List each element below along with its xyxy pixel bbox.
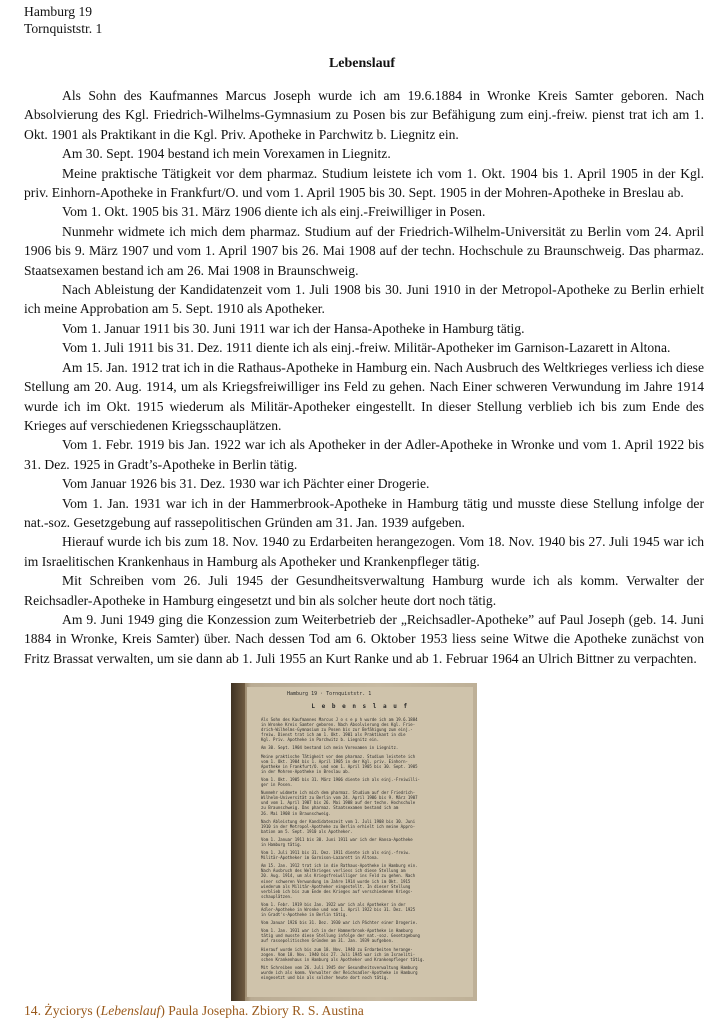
scan-line: schen Krankenhaus in Hamburg als Apotheker und Krankenpfleger tätig.: [261, 956, 425, 962]
biography-paragraph: Vom Januar 1926 bis 31. Dez. 1930 war ich Pächter einer Drogerie.: [62, 476, 430, 492]
address-line-street: Tornquiststr. 1: [24, 21, 103, 36]
scan-line: tätig und musste diese Stellung infolge der nat.-soz. Gesetzgebung: [261, 933, 420, 939]
caption-italic: Lebenslauf: [100, 1003, 161, 1018]
scan-line: Wilhelm-Universität zu Berlin vom 24. April 1906 bis 9. März 1907: [261, 795, 418, 801]
biography-text: [24, 86, 704, 668]
scan-line: in Wronke Kreis Samter geboren. Nach Absolvierung des Kgl. Frie-: [261, 722, 416, 728]
scan-line: Am 15. Jan. 1912 trat ich in die Rathaus-Apotheke in Hamburg ein.: [261, 863, 418, 869]
scan-line: Am 30. Sept. 1904 bestand ich mein Vorexamen in Liegnitz.: [261, 745, 399, 751]
scan-line: Nach Ableistung der Kandidatenzeit vom 1. Juli 1908 bis 30. Juni: [261, 818, 416, 824]
biography-paragraph: Vom 1. Jan. 1931 war ich in der Hammerbrook-Apotheke in Hamburg tätig und musste diese Stellung infolge der nat.-soz. Gesetzgebung auf rassepolitischen Gründen am 31. Jan. 1939 aufgeben.: [24, 495, 704, 530]
scan-line: in der Mohren-Apotheke in Breslau ab.: [261, 768, 351, 774]
biography-paragraph: Als Sohn des Kaufmannes Marcus Joseph wurde ich am 19.6.1884 in Wronke Kreis Samter geboren. Nach Absolvierung des Kgl. Friedrich-Wilhelms-Gymnasium zu Posen bis zur Befähigung zum einj.-freiw. pienst trat ich am 1. Okt. 1901 als Praktikant in die Kgl. Priv. Apotheke in Parchwitz b. Liegnitz ein.: [24, 88, 704, 142]
scan-line: Nunmehr widmete ich mich dem pharmaz. Studium auf der Friedrich-: [261, 790, 416, 796]
scan-line: Vom 1. Febr. 1919 bis Jan. 1922 war ich als Apotheker in der: [261, 901, 406, 907]
scan-line: in Gradt's-Apotheke in Berlin tätig.: [261, 912, 348, 918]
scan-line: ger in Posen.: [261, 782, 293, 788]
biography-paragraph: Vom 1. Febr. 1919 bis Jan. 1922 war ich als Apotheker in der Adler-Apotheke in Wronke und vom 1. April 1922 bis 31. Dez. 1925 in Gradt’s-Apotheke in Berlin tätig.: [24, 437, 704, 472]
scan-line: in Hamburg tätig.: [261, 841, 302, 847]
scan-line: bation am 5. Sept. 1910 als Apotheker.: [261, 828, 353, 834]
address-line-city: Hamburg 19: [24, 4, 93, 19]
scan-line: Mit Schreiben vom 26. Juli 1945 der Gesundheitsverwaltung Hamburg: [261, 964, 418, 970]
scan-text-lines: [261, 717, 461, 980]
scan-line: schauplätzen.: [261, 893, 293, 899]
scan-line: und vom 1. April 1907 bis 26. Mai 1908 auf der techn. Hochschule: [261, 800, 416, 806]
scan-line: Adler-Apotheke in Wronke und vom 1. April 1922 bis 31. Dez. 1925: [261, 907, 416, 912]
biography-paragraph: Mit Schreiben vom 26. Juli 1945 der Gesundheitsverwaltung Hamburg wurde ich als komm. Verwalter der Reichsadler-Apotheke in Hamburg eingesetzt und bin als solcher heute dort noch tätig.: [24, 573, 704, 608]
biography-paragraph: Meine praktische Tätigkeit vor dem pharmaz. Studium leistete ich vom 1. Okt. 1904 bis 1. April 1905 in der Kgl. priv. Einhorn-Apotheke in Frankfurt/O. und vom 1. April 1905 bis 30. Sept. 1905 in der Mohren-Apotheke in Breslau ab.: [24, 165, 704, 201]
scan-line: Als Sohn des Kaufmannes Marcus J o s e p h wurde ich am 19.6.1884: [261, 717, 418, 722]
scan-line: Nach Ausbruch des Weltkrieges verliess ich diese Stellung am: [261, 868, 406, 874]
scan-line: Vom Januar 1926 bis 31. Dez. 1930 war ich Pächter einer Drogerie.: [261, 920, 418, 926]
scanned-document-photo: [231, 683, 477, 1001]
scan-line: eingesetzt und bin als solcher heute dort noch tätig.: [261, 975, 389, 981]
caption-suffix: ) Paula Josepha. Zbiory R. S. Austina: [160, 1003, 364, 1018]
scan-line: 1910 in der Metropol-Apotheke zu Berlin erhielt ich meine Appro-: [261, 823, 416, 829]
biography-paragraph: Am 30. Sept. 1904 bestand ich mein Vorexamen in Liegnitz.: [62, 146, 391, 162]
biography-paragraph: Am 9. Juni 1949 ging die Konzession zum Weiterbetrieb der „Reichsadler-Apotheke” auf Paul Joseph (geb. 14. Juni 1884 in Wronke, Kreis Samter) über. Nach dessen Tod am 6. Oktober 1953 liess seine Witwe die Apotheke zunächst von Fritz Brassat verwalten, um sie dann ab 1. Juli 1955 an Kurt Ranke und ab 1. Februar 1964 an Ulrich Bittner zu verpachten.: [24, 611, 704, 666]
binder-edge: [231, 683, 245, 1001]
scan-line: Militär-Apotheker im Garnison-Lazarett in Altona.: [261, 855, 380, 861]
document-title: Lebenslauf: [328, 56, 396, 71]
scan-line: vom 1. Okt. 1904 bis 1. April 1905 in der Kgl. priv. Einhorn-: [261, 758, 408, 764]
scan-line: einer schweren Verwundung im Jahre 1914 wurde ich im Okt. 1915: [261, 878, 411, 884]
scan-line: 26. Mai 1908 in Braunschweig.: [261, 810, 331, 816]
biography-paragraph: Vom 1. Juli 1911 bis 31. Dez. 1911 diente ich als einj.-freiw. Militär-Apotheker im Garnison-Lazarett in Altona.: [62, 340, 671, 356]
biography-paragraph: Am 15. Jan. 1912 trat ich in die Rathaus-Apotheke in Hamburg ein. Nach Ausbruch des Weltkrieges verliess ich diese Stellung am 20. Aug. 1914, um als Kriegsfreiwilliger ins Feld zu gehen. Nach Einer schweren Verwundung im Jahre 1914 wurde ich im Okt. 1915 wiederum als Militär-Apotheker eingestellt. In dieser Stellung verblieb ich bis zum Ende des Krieges auf verschiedenen Kriegsschauplätzen.: [24, 359, 704, 433]
scanned-page: [247, 687, 473, 997]
scan-line: Vom 1. Jan. 1931 war ich in der Hammerbrook-Apotheke in Hamburg: [261, 928, 413, 934]
scan-line: Kgl. Priv. Apotheke in Parchwitz b. Liegnitz ein.: [261, 737, 380, 743]
biography-paragraph: Nach Ableistung der Kandidatenzeit vom 1. Juli 1908 bis 30. Juni 1910 in der Metropol-Apotheke zu Berlin erhielt ich meine Approbation am 5. Sept. 1910 als Apotheker.: [24, 282, 704, 317]
scan-line: drich-Wilhelms-Gymnasium zu Posen bis zur Befähigung zum einj.-: [261, 727, 413, 733]
scan-line: 20. Aug. 1914, um als Kriegsfreiwilliger ins Feld zu gehen. Nach: [261, 873, 416, 879]
scan-line: Hierauf wurde ich bis zum 18. Nov. 1940 zu Erdarbeiten herange-: [261, 946, 413, 952]
biography-paragraph: Vom 1. Januar 1911 bis 30. Juni 1911 war ich der Hansa-Apotheke in Hamburg tätig.: [62, 320, 525, 336]
scan-line: wurde ich als komm. Verwalter der Reichsadler-Apotheke in Hamburg: [261, 969, 418, 975]
scan-header: Hamburg 19 · Tornquiststr. 1: [287, 691, 372, 697]
scan-line: verblieb ich bis zum Ende des Krieges auf verschiedenen Kriegs-: [261, 888, 413, 894]
scan-line: Vom 1. Juli 1911 bis 31. Dez. 1911 diente ich als einj.-freiw.: [261, 850, 411, 856]
scan-line: Apotheke in Frankfurt/O. und vom 1. April 1905 bis 30. Sept. 1905: [261, 763, 418, 769]
scan-line: freiw. Dienst trat ich am 1. Okt. 1901 als Praktikant in die: [261, 732, 406, 738]
biography-paragraph: Hierauf wurde ich bis zum 18. Nov. 1940 zu Erdarbeiten herangezogen. Vom 18. Nov. 1940 bis 27. Juli 1945 war ich im Israelitischen Krankenhaus in Hamburg als Apotheker und Krankenpfleger tätig.: [24, 534, 704, 569]
scan-line: auf rassepolitischen Gründen am 31. Jan. 1939 aufgeben.: [261, 938, 394, 944]
scan-title: L e b e n s l a u f: [311, 703, 409, 710]
sender-address: [24, 3, 102, 37]
figure-caption: [24, 1003, 364, 1019]
scan-line: Vom 1. Okt. 1905 bis 31. März 1906 diente ich als einj.-Freiwilli-: [261, 776, 420, 782]
scan-line: wiederum als Militär-Apotheker eingestellt. In dieser Stellung: [261, 883, 411, 889]
scan-line: Meine praktische Tätigkeit vor dem pharmaz. Studium leistete ich: [261, 753, 416, 759]
biography-paragraph: Nunmehr widmete ich mich dem pharmaz. Studium auf der Friedrich-Wilhelm-Universität zu Berlin vom 24. April 1906 bis 9. März 1907 und vom 1. April 1907 bis 26. Mai 1908 auf der techn. Hochschule zu Braunschweig. Das pharmaz. Staatsexamen bestand ich am 26. Mai 1908 in Braunschweig.: [24, 223, 704, 278]
scan-line: zu Braunschweig. Das pharmaz. Staatsexamen bestand ich am: [261, 805, 399, 811]
scan-line: zogen. Vom 18. Nov. 1940 bis 27. Juli 1945 war ich im Israeliti-: [261, 951, 416, 957]
scan-line: Vom 1. Januar 1911 bis 30. Juni 1911 war ich der Hansa-Apotheke: [261, 836, 413, 842]
biography-paragraph: Vom 1. Okt. 1905 bis 31. März 1906 diente ich als einj.-Freiwilliger in Posen.: [62, 204, 486, 220]
caption-prefix: 14. Życiorys (: [24, 1003, 101, 1018]
